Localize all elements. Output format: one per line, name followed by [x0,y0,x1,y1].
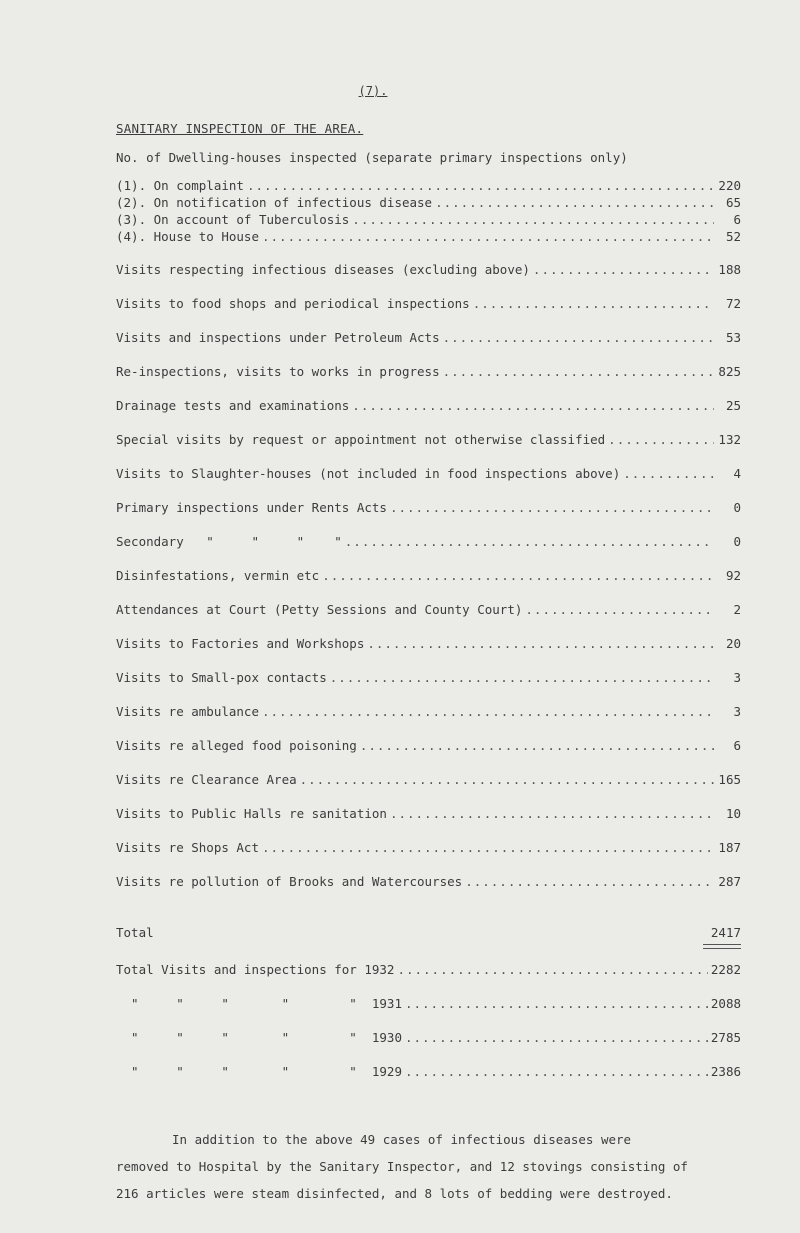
list-item [116,840,741,858]
total-value: 2417 [710,925,741,940]
leader-dots [262,229,714,244]
list-item [116,195,741,213]
row-value: 825 [718,364,741,379]
section-title: SANITARY INSPECTION OF THE AREA. [116,121,364,136]
row-label: " " " " " 1931 [116,996,402,1011]
row-label: Visits to food shops and periodical inspections [116,296,470,311]
footer-line: removed to Hospital by the Sanitary Inspector, and 12 stovings consisting of [116,1159,688,1174]
list-item [116,534,741,552]
row-value: 2386 [710,1064,741,1079]
intro-line: No. of Dwelling-houses inspected (separate primary inspections only) [116,150,628,165]
row-label: Visits re pollution of Brooks and Watercourses [116,874,463,889]
row-value: 3 [733,670,741,685]
total-double-rule [703,944,741,949]
footer-paragraph [116,1126,756,1207]
leader-dots [533,262,714,277]
row-value: 2 [733,602,741,617]
row-value: 25 [725,398,741,413]
row-label: Visits and inspections under Petroleum Acts [116,330,440,345]
page-number: (7). [358,84,388,98]
leader-dots [262,840,714,855]
leader-dots [330,670,714,685]
row-value: 72 [725,296,741,311]
row-value: 53 [725,330,741,345]
list-item [116,212,741,230]
row-value: 132 [718,432,741,447]
row-value: 65 [725,195,741,210]
list-item [116,229,741,247]
leader-dots [360,738,714,753]
list-item [116,262,741,280]
footer-line: 216 articles were steam disinfected, and 8 lots of bedding were destroyed. [116,1186,673,1201]
leader-dots [465,874,714,889]
row-label: Secondary " " " " [116,534,342,549]
row-value: 6 [733,738,741,753]
row-value: 220 [718,178,741,193]
row-value: 188 [718,262,741,277]
list-item [116,874,741,892]
footer-line: In addition to the above 49 cases of infectious diseases were [172,1132,632,1147]
row-value: 0 [733,534,741,549]
row-value: 2785 [710,1030,741,1045]
row-label: Visits re alleged food poisoning [116,738,357,753]
list-item [116,772,741,790]
leader-dots [473,296,714,311]
row-label: Visits re ambulance [116,704,259,719]
row-label: Primary inspections under Rents Acts [116,500,387,515]
list-item [116,806,741,824]
row-label: Special visits by request or appointment not otherwise classified [116,432,606,447]
row-value: 20 [725,636,741,651]
row-value: 165 [718,772,741,787]
leader-dots [405,1030,708,1045]
list-item [116,1030,741,1048]
leader-dots [405,996,708,1011]
leader-dots [300,772,714,787]
leader-dots [443,364,714,379]
row-value: 3 [733,704,741,719]
row-value: 6 [733,212,741,227]
leader-dots [405,1064,708,1079]
row-label: (3). On account of Tuberculosis [116,212,350,227]
list-item [116,738,741,756]
list-item [116,568,741,586]
list-item [116,1064,741,1082]
leader-dots [390,806,714,821]
leader-dots [397,962,707,977]
row-label: Disinfestations, vermin etc [116,568,320,583]
list-item [116,962,741,980]
row-value: 4 [733,466,741,481]
leader-dots [608,432,714,447]
row-label: Visits re Shops Act [116,840,259,855]
row-label: Attendances at Court (Petty Sessions and County Court) [116,602,523,617]
row-value: 2088 [710,996,741,1011]
list-item [116,364,741,382]
row-label: Total Visits and inspections for 1932 [116,962,395,977]
leader-dots [352,398,714,413]
list-item [116,432,741,450]
row-label: (4). House to House [116,229,259,244]
list-item [116,330,741,348]
list-item [116,996,741,1014]
row-label: Visits to Factories and Workshops [116,636,365,651]
leader-dots [345,534,714,549]
row-label: Visits to Small-pox contacts [116,670,327,685]
row-label: Visits to Public Halls re sanitation [116,806,387,821]
list-item [116,178,741,196]
list-item [116,500,741,518]
row-value: 2282 [710,962,741,977]
row-label: Drainage tests and examinations [116,398,350,413]
leader-dots [623,466,714,481]
list-item [116,636,741,654]
total-label: Total [116,925,154,940]
row-label: Visits respecting infectious diseases (excluding above) [116,262,530,277]
row-value: 287 [718,874,741,889]
leader-dots [367,636,714,651]
leader-dots [435,195,714,210]
list-item [116,398,741,416]
row-value: 92 [725,568,741,583]
row-label: Re-inspections, visits to works in progress [116,364,440,379]
row-label: " " " " " 1930 [116,1030,402,1045]
leader-dots [262,704,714,719]
total-row [116,925,741,945]
row-label: Visits to Slaughter-houses (not included in food inspections above) [116,466,621,481]
row-label: Visits re Clearance Area [116,772,297,787]
leader-dots [322,568,714,583]
row-label: " " " " " 1929 [116,1064,402,1079]
row-value: 10 [725,806,741,821]
leader-dots [352,212,714,227]
row-value: 0 [733,500,741,515]
row-value: 187 [718,840,741,855]
list-item [116,296,741,314]
row-label: (1). On complaint [116,178,244,193]
leader-dots [443,330,714,345]
row-label: (2). On notification of infectious disease [116,195,433,210]
leader-dots [390,500,714,515]
leader-dots [525,602,714,617]
row-value: 52 [725,229,741,244]
list-item [116,602,741,620]
leader-dots [247,178,714,193]
list-item [116,670,741,688]
list-item [116,704,741,722]
list-item [116,466,741,484]
